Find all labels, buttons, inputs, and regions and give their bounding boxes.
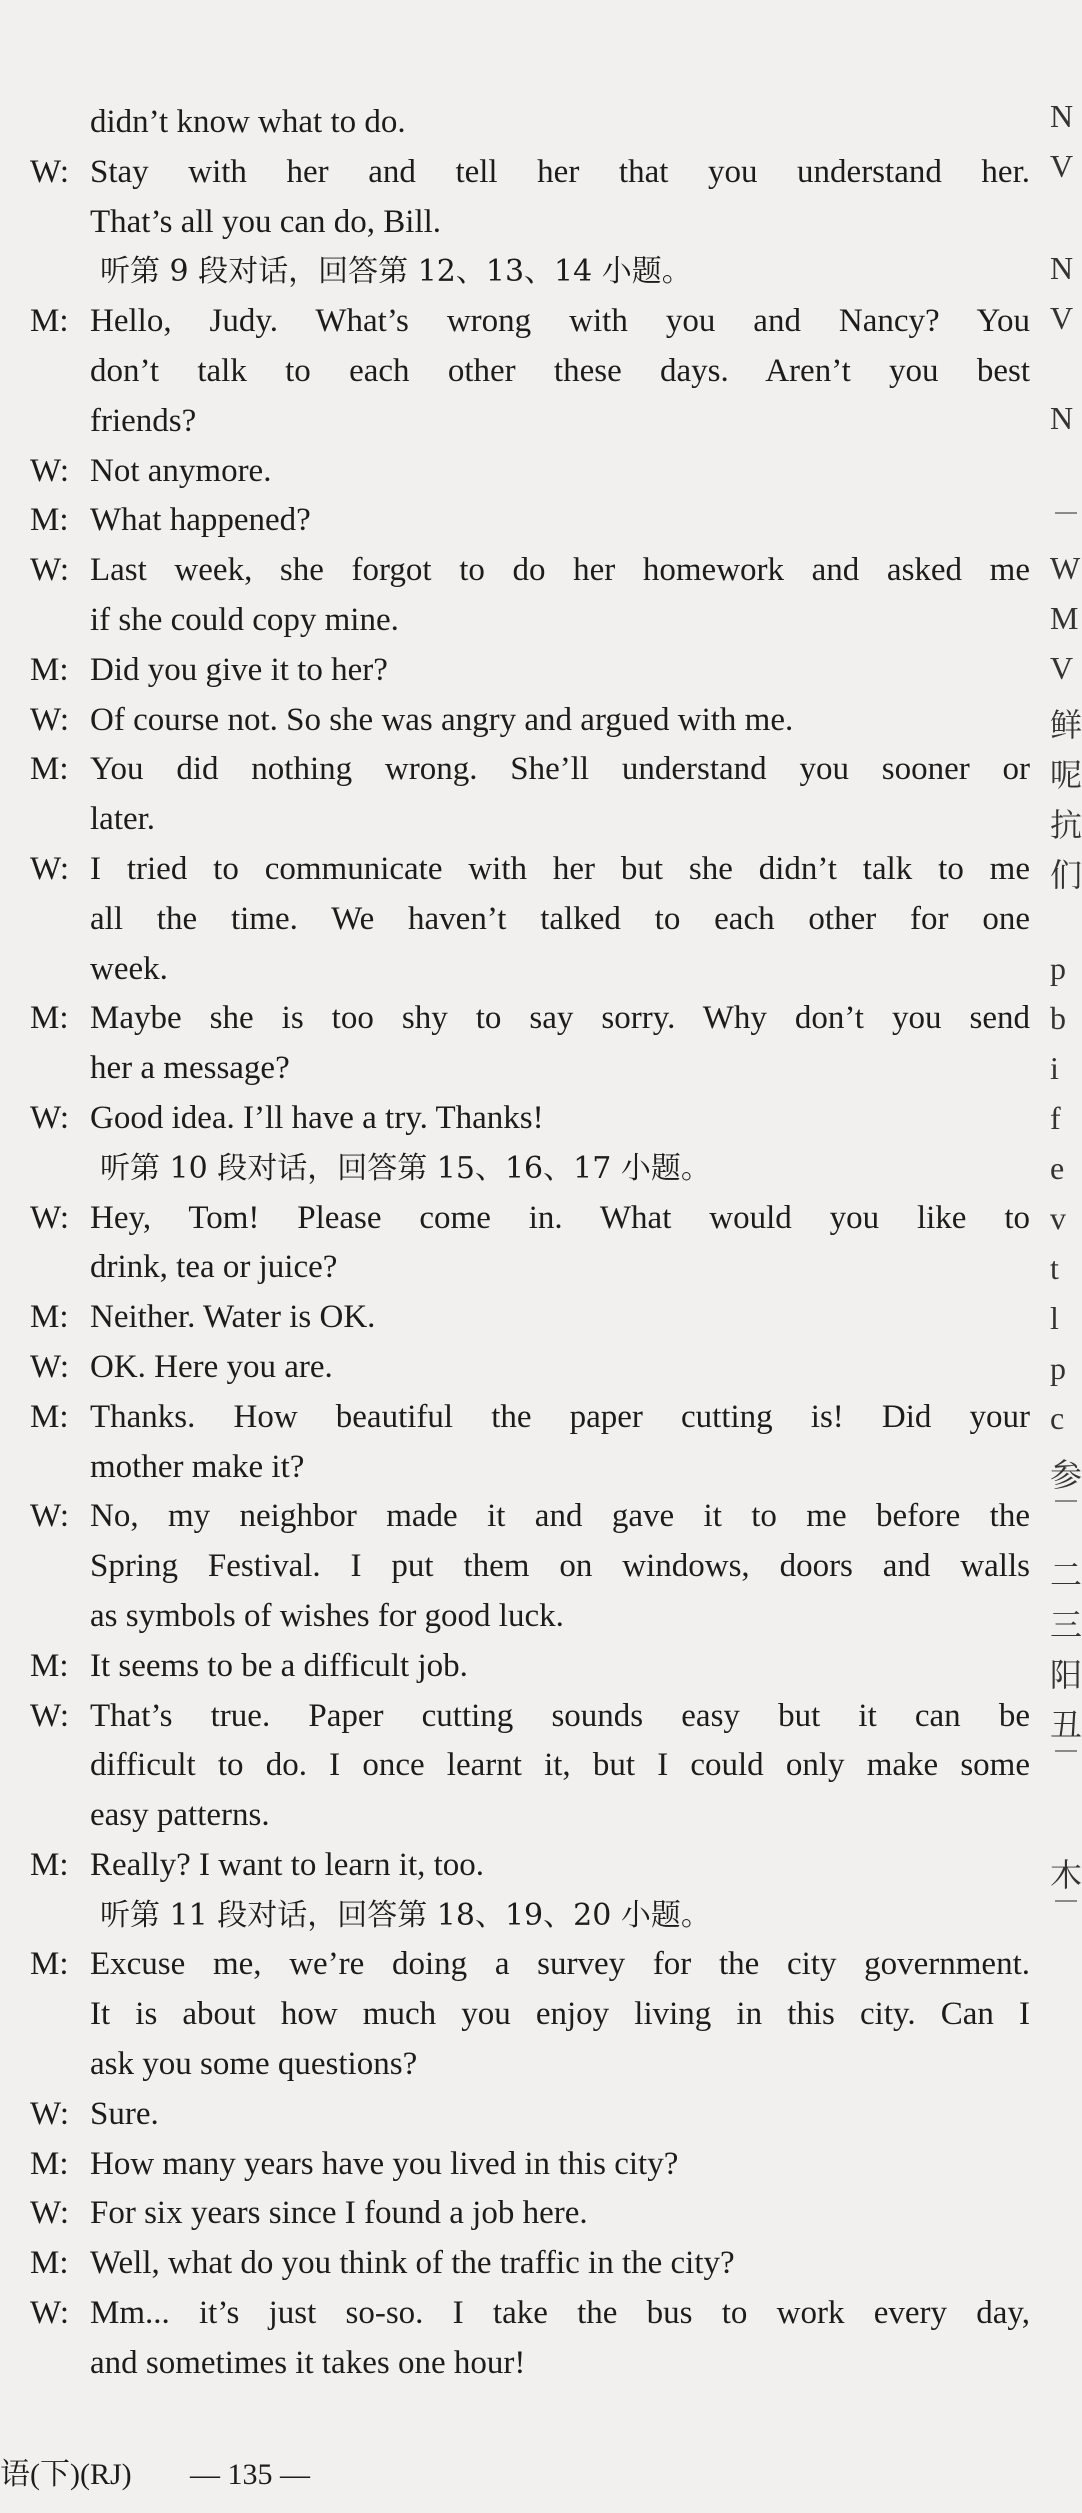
- edge-fragment: 二: [1050, 1557, 1082, 1593]
- dialogue-line: [0, 1194, 1040, 1244]
- dialogue-line: [0, 1841, 1040, 1891]
- edge-fragment: i: [1050, 1050, 1059, 1086]
- edge-rule: [1055, 1500, 1077, 1502]
- dialogue-text: Sure.: [90, 2095, 159, 2132]
- dialogue-text: For six years since I found a job here.: [90, 2195, 588, 2232]
- dialogue-text: easy patterns.: [90, 1797, 270, 1834]
- speaker-label: M:: [30, 303, 69, 340]
- dialogue-text: and sometimes it takes one hour!: [90, 2344, 526, 2381]
- dialogue-continuation: [0, 1592, 1040, 1642]
- edge-fragment: l: [1050, 1300, 1059, 1336]
- dialogue-line: [0, 1393, 1040, 1443]
- dialogue-continuation: [0, 1741, 1040, 1791]
- dialogue-line: [0, 1940, 1040, 1990]
- dialogue-line: [0, 745, 1040, 795]
- dialogue-text: didn’t know what to do.: [90, 104, 406, 140]
- dialogue-continuation: [0, 795, 1040, 845]
- edge-fragment: N: [1050, 400, 1074, 436]
- dialogue-text: It seems to be a difficult job.: [90, 1647, 468, 1684]
- dialogue-continuation: [0, 1791, 1040, 1841]
- dialogue-line: [0, 2289, 1040, 2339]
- edge-rule: [1055, 512, 1077, 514]
- speaker-label: W:: [30, 1199, 70, 1236]
- dialogue-continuation: [0, 1542, 1040, 1592]
- section-heading-text: 听第 11 段对话，回答第 18、19、20 小题。: [100, 1897, 711, 1933]
- dialogue-continuation: [0, 98, 1040, 148]
- edge-fragment: f: [1050, 1100, 1061, 1136]
- speaker-label: W:: [30, 1697, 70, 1734]
- speaker-label: W:: [30, 2195, 70, 2232]
- dialogue-line: [0, 2090, 1040, 2140]
- dialogue-line: [0, 994, 1040, 1044]
- speaker-label: M:: [30, 1398, 69, 1435]
- dialogue-line: [0, 1692, 1040, 1742]
- dialogue-line: [0, 496, 1040, 546]
- edge-fragment: t: [1050, 1250, 1059, 1286]
- dialogue-continuation: [0, 1990, 1040, 2040]
- dialogue-line: [0, 696, 1040, 746]
- dialogue-line: [0, 646, 1040, 696]
- dialogue-text: drink, tea or juice?: [90, 1249, 338, 1286]
- speaker-label: M:: [30, 1000, 69, 1037]
- edge-fragment: M: [1050, 600, 1079, 636]
- dialogue-text: as symbols of wishes for good luck.: [90, 1597, 564, 1634]
- speaker-label: M:: [30, 651, 69, 688]
- dialogue-text: No, my neighbor made it and gave it to me before the: [90, 1498, 1030, 1535]
- dialogue-text: later.: [90, 801, 156, 838]
- speaker-label: W:: [30, 552, 70, 589]
- dialogue-text: her a message?: [90, 1050, 290, 1087]
- page-footer: [0, 2450, 310, 2500]
- speaker-label: W:: [30, 452, 70, 489]
- dialogue-text: Spring Festival. I put them on windows, doors and walls: [90, 1548, 1030, 1585]
- dialogue-line: [0, 1492, 1040, 1542]
- edge-fragment: 呢: [1050, 757, 1082, 793]
- dialogue-text: don’t talk to each other these days. Aren’t you best: [90, 352, 1030, 389]
- dialogue-text: if she could copy mine.: [90, 601, 399, 638]
- section-heading: [0, 1891, 1040, 1941]
- dialogue-line: [0, 1343, 1040, 1393]
- edge-fragment: V: [1050, 300, 1074, 336]
- dialogue-line: [0, 148, 1040, 198]
- speaker-label: M:: [30, 1299, 69, 1336]
- edge-fragment: V: [1050, 650, 1074, 686]
- dialogue-text: Did you give it to her?: [90, 651, 388, 688]
- dialogue-text: week.: [90, 950, 168, 987]
- dialogue-continuation: [0, 347, 1040, 397]
- dialogue-continuation: [0, 2339, 1040, 2389]
- edge-fragment: c: [1050, 1400, 1065, 1436]
- edge-fragment: 抗: [1050, 807, 1082, 843]
- dialogue-continuation: [0, 596, 1040, 646]
- edge-fragment: N: [1050, 98, 1074, 134]
- edge-fragment: 丑: [1050, 1707, 1082, 1743]
- dialogue-text: That’s true. Paper cutting sounds easy but it can be: [90, 1697, 1030, 1734]
- dialogue-line: [0, 1094, 1040, 1144]
- dialogue-line: [0, 447, 1040, 497]
- dialogue-text: Well, what do you think of the traffic in the city?: [90, 2245, 735, 2282]
- edge-fragment: e: [1050, 1150, 1065, 1186]
- dialogue-line: [0, 1642, 1040, 1692]
- dialogue-text: That’s all you can do, Bill.: [90, 203, 442, 240]
- speaker-label: W:: [30, 153, 70, 190]
- edge-rule: [1055, 1900, 1077, 1902]
- dialogue-text: Mm... it’s just so-so. I take the bus to work every day,: [90, 2295, 1030, 2332]
- speaker-label: W:: [30, 2095, 70, 2132]
- dialogue-text: It is about how much you enjoy living in this city. Can I: [90, 1996, 1030, 2033]
- dialogue-transcript: [0, 98, 1040, 2389]
- dialogue-text: all the time. We haven’t talked to each other for one: [90, 900, 1030, 937]
- dialogue-line: [0, 546, 1040, 596]
- dialogue-text: ask you some questions?: [90, 2046, 418, 2083]
- edge-fragment: 鲜: [1050, 707, 1082, 743]
- edge-fragment: p: [1050, 1350, 1066, 1386]
- speaker-label: W:: [30, 1099, 70, 1136]
- dialogue-text: Stay with her and tell her that you understand her.: [90, 153, 1030, 190]
- edge-rule: [1055, 1750, 1077, 1752]
- section-heading-text: 听第 9 段对话，回答第 12、13、14 小题。: [100, 254, 692, 290]
- dialogue-text: Not anymore.: [90, 452, 272, 489]
- dialogue-text: difficult to do. I once learnt it, but I could only make some: [90, 1747, 1030, 1784]
- dialogue-continuation: [0, 198, 1040, 248]
- dialogue-text: Really? I want to learn it, too.: [90, 1846, 485, 1883]
- dialogue-continuation: [0, 945, 1040, 995]
- dialogue-text: friends?: [90, 402, 197, 439]
- dialogue-line: [0, 845, 1040, 895]
- dialogue-continuation: [0, 895, 1040, 945]
- dialogue-line: [0, 2140, 1040, 2190]
- edge-fragment: 三: [1050, 1607, 1082, 1643]
- edge-fragment: 们: [1050, 857, 1082, 893]
- edge-fragment: W: [1050, 550, 1081, 586]
- dialogue-continuation: [0, 1044, 1040, 1094]
- dialogue-text: Thanks. How beautiful the paper cutting is! Did your: [90, 1398, 1030, 1435]
- dialogue-text: Hey, Tom! Please come in. What would you like to: [90, 1199, 1030, 1236]
- speaker-label: M:: [30, 751, 69, 788]
- dialogue-text: What happened?: [90, 502, 311, 539]
- dialogue-text: Maybe she is too shy to say sorry. Why don’t you send: [90, 1000, 1030, 1037]
- edge-fragment: 阳: [1050, 1657, 1082, 1693]
- speaker-label: W:: [30, 701, 70, 738]
- edge-fragment: b: [1050, 1000, 1066, 1036]
- dialogue-text: Neither. Water is OK.: [90, 1299, 376, 1336]
- section-heading-text: 听第 10 段对话，回答第 15、16、17 小题。: [100, 1150, 711, 1186]
- edge-fragment: p: [1050, 950, 1066, 986]
- dialogue-text: I tried to communicate with her but she didn’t talk to me: [90, 850, 1030, 887]
- dialogue-line: [0, 297, 1040, 347]
- dialogue-continuation: [0, 2040, 1040, 2090]
- speaker-label: M:: [30, 2145, 69, 2182]
- page-number: — 135 —: [190, 2458, 310, 2491]
- edge-fragment: 木: [1050, 1857, 1082, 1893]
- dialogue-text: OK. Here you are.: [90, 1348, 333, 1385]
- speaker-label: M:: [30, 1846, 69, 1883]
- book-label: 语(下)(RJ): [0, 2458, 132, 2491]
- edge-fragment: V: [1050, 148, 1074, 184]
- dialogue-text: How many years have you lived in this city?: [90, 2145, 679, 2182]
- dialogue-text: Of course not. So she was angry and argued with me.: [90, 701, 794, 738]
- speaker-label: M:: [30, 1647, 69, 1684]
- section-heading: [0, 1144, 1040, 1194]
- speaker-label: W:: [30, 2295, 70, 2332]
- dialogue-line: [0, 2189, 1040, 2239]
- speaker-label: M:: [30, 1946, 69, 1983]
- dialogue-text: mother make it?: [90, 1448, 305, 1485]
- edge-fragment: 参: [1050, 1457, 1082, 1493]
- dialogue-text: Good idea. I’ll have a try. Thanks!: [90, 1099, 544, 1136]
- speaker-label: M:: [30, 2245, 69, 2282]
- dialogue-continuation: [0, 1243, 1040, 1293]
- dialogue-text: Hello, Judy. What’s wrong with you and Nancy? You: [90, 303, 1030, 340]
- dialogue-text: You did nothing wrong. She’ll understand you sooner or: [90, 751, 1030, 788]
- speaker-label: W:: [30, 1348, 70, 1385]
- dialogue-continuation: [0, 397, 1040, 447]
- dialogue-line: [0, 1293, 1040, 1343]
- speaker-label: W:: [30, 850, 70, 887]
- speaker-label: M:: [30, 502, 69, 539]
- dialogue-text: Excuse me, we’re doing a survey for the city government.: [90, 1946, 1030, 1983]
- edge-fragment: N: [1050, 250, 1074, 286]
- edge-fragment: v: [1050, 1200, 1066, 1236]
- section-heading: [0, 247, 1040, 297]
- dialogue-line: [0, 2239, 1040, 2289]
- dialogue-continuation: [0, 1443, 1040, 1493]
- dialogue-text: Last week, she forgot to do her homework and asked me: [90, 552, 1030, 589]
- speaker-label: W:: [30, 1498, 70, 1535]
